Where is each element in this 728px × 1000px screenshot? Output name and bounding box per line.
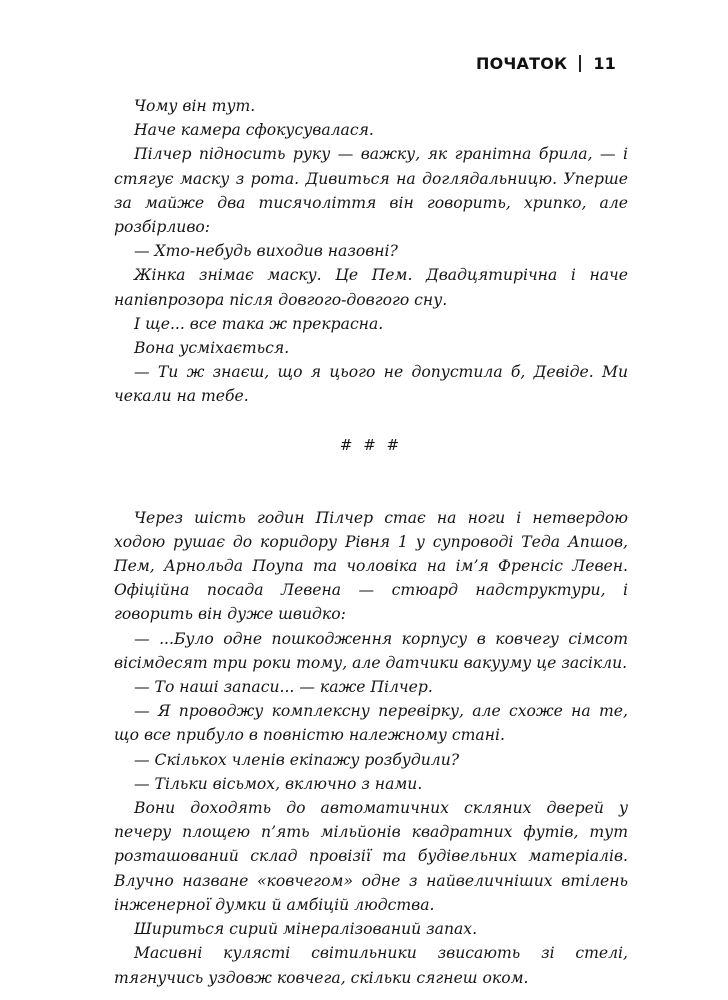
- paragraph: — ...Було одне пошкодження корпусу в ковчегу сімсот вісімдесят три роки тому, але датчики вакууму це засікли.: [114, 629, 628, 672]
- paragraph: — Ти ж знаєш, що я цього не допустила б, Девіде. Ми чекали на тебе.: [114, 363, 628, 406]
- header-divider: [579, 55, 581, 72]
- paragraph: Пілчер підносить руку — важку, як гранітна брила, — і стягує маску з рота. Дивиться на доглядальницю. Уперше за майже два тисячоліття він говорить, хрипко, але розбірливо:: [114, 145, 628, 237]
- paragraph: Наче камера сфокусувалася.: [134, 121, 374, 140]
- running-head: [476, 54, 616, 73]
- section-gap: [114, 482, 628, 506]
- section-break: # # #: [339, 435, 403, 454]
- paragraph: Через шість годин Пілчер стає на ноги і нетвердою ходою рушає до коридору Рівня 1 у супроводі Теда Апшов, Пем, Арнольда Поупа та чоловіка на ім’я Френсіс Левен. Офіційна посада Левена — стюард надструктури, і говорить він дуже швидко:: [114, 508, 628, 624]
- paragraph: — Я проводжу комплексну перевірку, але схоже на те, що все прибуло в повністю належному стані.: [114, 702, 628, 745]
- paragraph: Масивні кулясті світильники звисають зі стелі, тягнучись уздовж ковчега, скільки сягнеш оком.: [114, 944, 628, 987]
- paragraph: Жінка знімає маску. Це Пем. Двадцятирічна і наче напівпрозора після довгого-довгого сну.: [114, 266, 628, 309]
- paragraph: І ще... все така ж прекрасна.: [134, 314, 384, 333]
- paragraph: Вона усміхається.: [134, 339, 290, 358]
- paragraph: Шириться сирий мінералізований запах.: [134, 920, 478, 939]
- body-text: [114, 94, 628, 990]
- paragraph: — Хто-небудь виходив назовні?: [134, 242, 398, 261]
- paragraph: — То наші запаси... — каже Пілчер.: [134, 678, 433, 697]
- page-number: 11: [593, 54, 616, 73]
- paragraph: — Скількох членів екіпажу розбудили?: [134, 750, 460, 769]
- paragraph: Чому він тут.: [134, 97, 256, 115]
- paragraph: — Тільки вісьмох, включно з нами.: [134, 774, 423, 793]
- chapter-title: ПОЧАТОК: [476, 54, 568, 73]
- paragraph: Вони доходять до автоматичних скляних дверей у печеру площею п’ять мільйонів квадратних футів, тут розташований склад провізії та будівельних матеріалів. Влучно назване «ковчегом» одне з найвеличніших втілень інженерної думки й амбіцій людства.: [114, 799, 628, 914]
